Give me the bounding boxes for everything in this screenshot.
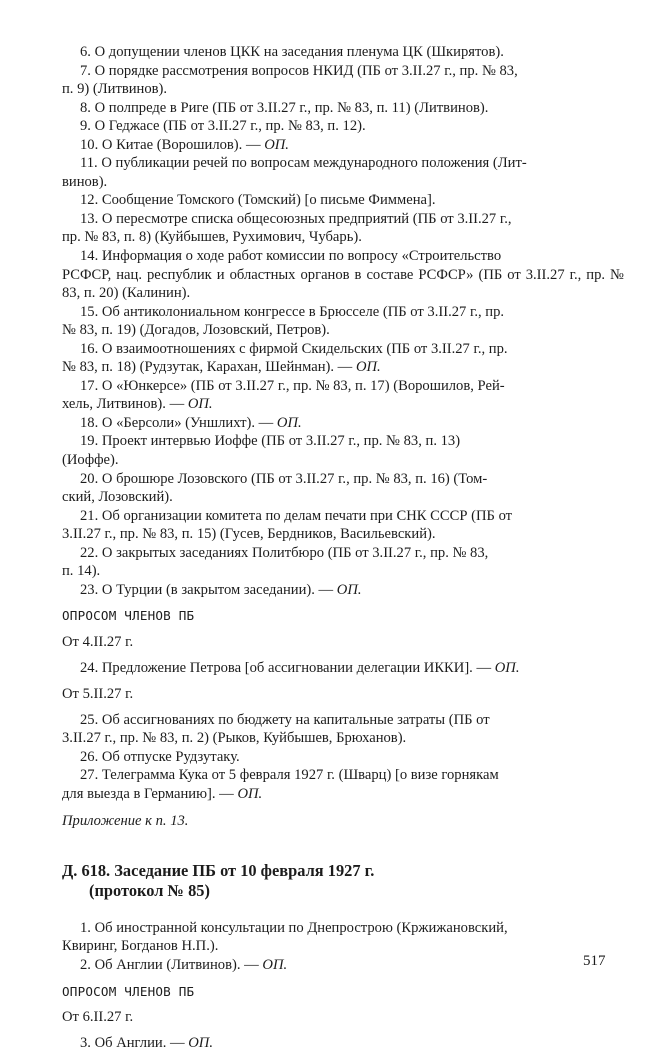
poll-section-heading: ОПРОСОМ ЧЛЕНОВ ПБ: [62, 983, 195, 999]
agenda-item-text: 9. О Геджасе (ПБ от 3.II.27 г., пр. № 83, п. 12).: [80, 118, 366, 135]
agenda-item-text: 13. О пересмотре списка общесоюзных предприятий (ПБ от 3.II.27 г.,: [80, 210, 512, 227]
document-item-3: [62, 1034, 624, 1052]
appendix-note: Приложение к п. 13.: [62, 813, 189, 830]
agenda-item: [62, 340, 624, 359]
agenda-item: [62, 377, 624, 396]
op-mark: ОП.: [262, 956, 288, 973]
agenda-item: [62, 210, 624, 229]
agenda-item-24: [62, 659, 624, 678]
agenda-item-text: 12. Сообщение Томского (Томский) [о письме Фиммена].: [80, 192, 436, 209]
agenda-item-text: 7. О порядке рассмотрения вопросов НКИД (ПБ от 3.II.27 г., пр. № 83,: [80, 62, 518, 79]
agenda-item-continuation: хель, Литвинов). — ОП.: [62, 396, 213, 413]
document-title-line1: Д. 618. Заседание ПБ от 10 февраля 1927 г.: [62, 860, 375, 880]
agenda-item-text: 17. О «Юнкерсе» (ПБ от 3.II.27 г., пр. № 83, п. 17) (Ворошилов, Рей-: [80, 377, 505, 394]
op-mark: ОП.: [494, 659, 520, 676]
op-mark: ОП.: [355, 359, 381, 376]
agenda-item-text: 14. Информация о ходе работ комиссии по вопросу «Строительство: [80, 248, 502, 265]
agenda-item-26: 26. Об отпуске Рудзутаку.: [80, 748, 240, 765]
page-number: 517: [583, 953, 606, 969]
agenda-item: [62, 43, 624, 62]
agenda-item: [62, 117, 624, 136]
agenda-item-continuation: 3.II.27 г., пр. № 83, п. 15) (Гусев, Бердников, Васильевский).: [62, 526, 436, 543]
poll-date: От 6.II.27 г.: [62, 1009, 134, 1026]
agenda-item-text: для выезда в Германию]. —: [62, 785, 238, 802]
agenda-item-continuation: ский, Лозовский).: [62, 489, 173, 506]
agenda-item-text: 11. О публикации речей по вопросам международного положения (Лит-: [80, 155, 527, 172]
agenda-item-text: 21. Об организации комитета по делам печати при СНК СССР (ПБ от: [80, 507, 513, 524]
op-mark: ОП.: [187, 396, 213, 413]
agenda-item-text: 2. Об Англии (Литвинов). —: [80, 956, 263, 973]
agenda-item-continuation: № 83, п. 19) (Догадов, Лозовский, Петров).: [62, 322, 330, 339]
op-mark: ОП.: [276, 414, 302, 431]
agenda-item-text: 22. О закрытых заседаниях Политбюро (ПБ от 3.II.27 г., пр. № 83,: [80, 544, 489, 561]
agenda-item: [62, 507, 624, 526]
agenda-item: [62, 191, 624, 210]
agenda-item-text: 19. Проект интервью Иоффе (ПБ от 3.II.27 г., пр. № 83, п. 13): [80, 433, 461, 450]
page-content: [62, 43, 624, 1052]
agenda-item-continuation: № 83, п. 18) (Рудзутак, Карахан, Шейнман). — ОП.: [62, 359, 381, 376]
agenda-item-continuation: винов).: [62, 173, 108, 190]
poll-date: От 4.II.27 г.: [62, 633, 134, 650]
agenda-item-text: 8. О полпреде в Риге (ПБ от 3.II.27 г., пр. № 83, п. 11) (Литвинов).: [80, 99, 489, 116]
agenda-item: [62, 414, 624, 433]
agenda-item: [62, 99, 624, 118]
op-mark: ОП.: [336, 581, 362, 598]
agenda-item-25: 25. Об ассигнованиях по бюджету на капитальные затраты (ПБ от: [80, 711, 490, 728]
document-item-1-continuation: Квиринг, Богданов Н.П.).: [62, 938, 219, 955]
agenda-item-text: 10. О Китае (Ворошилов). —: [80, 136, 265, 153]
poll-date: От 5.II.27 г.: [62, 686, 134, 703]
agenda-item-25-continuation: 3.II.27 г., пр. № 83, п. 2) (Рыков, Куйбышев, Брюханов).: [62, 730, 407, 747]
agenda-item-text: 24. Предложение Петрова [об ассигновании делегации ИККИ]. —: [80, 659, 495, 676]
agenda-item: [62, 303, 624, 322]
agenda-item: [62, 470, 624, 489]
agenda-item-text: 15. Об антиколониальном конгрессе в Брюсселе (ПБ от 3.II.27 г., пр.: [80, 303, 505, 320]
agenda-item-text: 3. Об Англии. —: [80, 1034, 189, 1051]
agenda-item-continuation: п. 9) (Литвинов).: [62, 81, 168, 98]
agenda-item: [62, 154, 624, 173]
agenda-item: [62, 432, 624, 451]
agenda-item-text: 23. О Турции (в закрытом заседании). —: [80, 581, 337, 598]
agenda-item-continuation: (Иоффе).: [62, 452, 119, 469]
document-item-2: [62, 956, 624, 975]
agenda-item-text: 20. О брошюре Лозовского (ПБ от 3.II.27 г., пр. № 83, п. 16) (Том-: [80, 470, 488, 487]
op-mark: ОП.: [188, 1034, 213, 1051]
agenda-item-text: 6. О допущении членов ЦКК на заседания пленума ЦК (Шкирятов).: [80, 44, 504, 60]
agenda-item-27: 27. Телеграмма Кука от 5 февраля 1927 г. (Шварц) [о визе горнякам: [80, 767, 499, 784]
agenda-item: [62, 581, 624, 600]
agenda-item-continuation: РСФСР, нац. республик и областных органов в составе РСФСР» (ПБ от 3.II.27 г., пр. № 83, п. 20) (Калинин).: [62, 266, 624, 302]
agenda-item-continuation: пр. № 83, п. 8) (Куйбышев, Рухимович, Чубарь).: [62, 229, 362, 246]
agenda-item-continuation: п. 14).: [62, 563, 101, 580]
agenda-list: [62, 43, 624, 599]
agenda-item-text: 16. О взаимоотношениях с фирмой Скидельских (ПБ от 3.II.27 г., пр.: [80, 340, 508, 357]
op-mark: ОП.: [264, 136, 289, 153]
agenda-item: [62, 247, 624, 266]
agenda-item: [62, 62, 624, 81]
agenda-item-text: 18. О «Берсоли» (Уншлихт). —: [80, 414, 277, 431]
agenda-item: [62, 136, 624, 155]
document-item-1: 1. Об иностранной консультации по Днепрострою (Кржижановский,: [80, 919, 508, 936]
agenda-item: [62, 544, 624, 563]
document-title: [62, 861, 624, 901]
op-mark: ОП.: [237, 785, 263, 802]
poll-section-heading: ОПРОСОМ ЧЛЕНОВ ПБ: [62, 608, 195, 624]
agenda-item-27-continuation: [62, 785, 624, 804]
document-title-line2: (протокол № 85): [89, 880, 210, 900]
